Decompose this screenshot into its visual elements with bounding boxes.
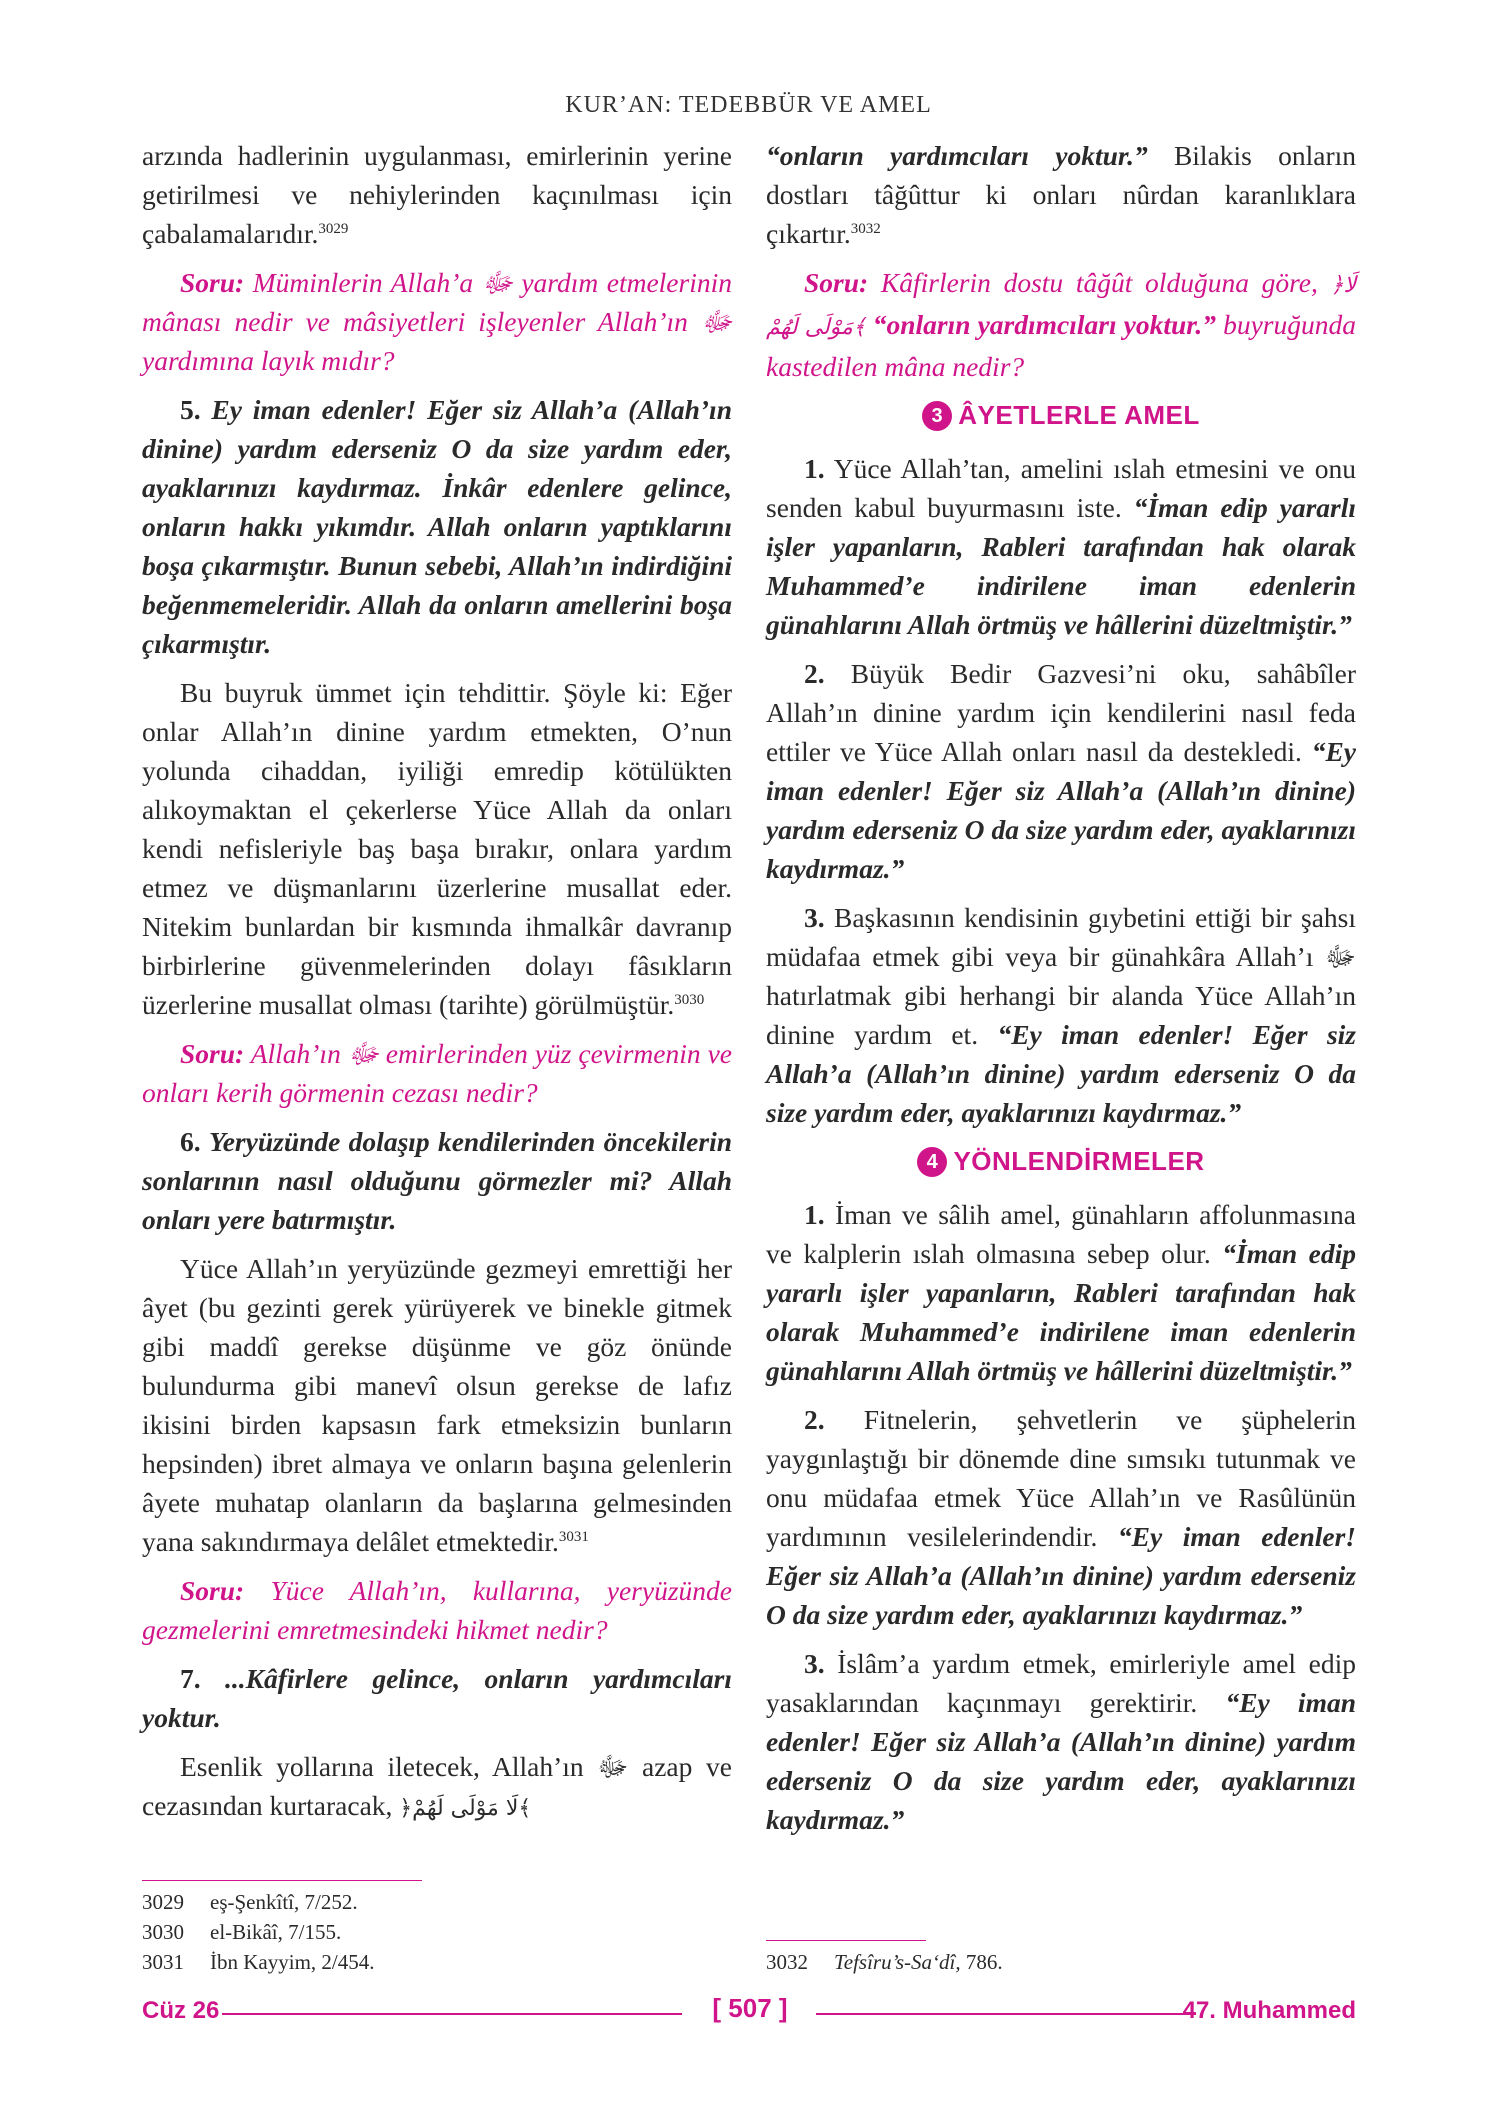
verse-item: 7. ...Kâfirlere gelince, onların yardımcıları yoktur. [142,1663,732,1733]
surah-label: 47. Muhammed [1182,1997,1356,2024]
question: Soru: Allah’ın ﷻ emirlerinden yüz çevirmenin ve onları kerih görmenin cezası nedir? [142,1038,732,1108]
footer-rule [816,2013,1196,2015]
paragraph: Esenlik yollarına iletecek, Allah’ın ﷻ azap ve cezasından kurtaracak, ﴿لَا مَوْلَى لَهُمْ﴾ [142,1751,732,1821]
footnote-ref[interactable]: 3030 [674,991,705,1008]
footnote: 3030 el-Bikâî, 7/155. [142,1920,342,1944]
page-footer [142,1993,1356,2033]
section-heading-ayetlerle-amel: 3 ÂYETLERLE AMEL [766,396,1356,435]
footnote-ref[interactable]: 3031 [558,1528,589,1545]
question: Soru: Kâfirlerin dostu tâğût olduğuna göre, ﴿لَا مَوْلَى لَهُمْ﴾ “onların yardımcıları yoktur.” buyruğunda kastedilen mâna nedir? [766,267,1357,382]
list-item: 3. İslâm’a yardım etmek, emirleriyle amel edip yasaklarından kaçınmayı gerektirir. “Ey iman edenler! Eğer siz Allah’a (Allah’ın dinine) yardım ederseniz O da size yardım eder, ayaklarınızı kaydırmaz.” [766,1648,1357,1835]
footnote-ref[interactable]: 3029 [318,220,349,237]
paragraph: “onların yardımcıları yoktur.” Bilakis onların dostları tâğûttur ki onları nûrdan karanlıklara çıkartır.$^{3032}$ [766,140,1356,249]
footnote: 3031 İbn Kayyim, 2/454. [142,1950,375,1974]
paragraph: arzında hadlerinin uygulanması, emirlerinin yerine getirilmesi ve nehiylerinden kaçınılması için çabalamalarıdır.$^{3029}$ [142,140,732,249]
arabic-verse: ﴿لَا مَوْلَى لَهُمْ﴾ [766,273,1357,340]
list-item: 1. Yüce Allah’tan, amelini ıslah etmesini ve onu senden kabul buyurmasını iste. “İman edip yararlı işler yapanların, Rableri tarafından hak olarak Muhammed’e indirilene iman edenlerin günahlarını Allah örtmüş ve hâllerini düzeltmiştir.” [766,453,1357,640]
running-title: KUR’AN: TEDEBBÜR VE AMEL [565,92,932,118]
page-number: [ 507 ] [712,1993,788,2023]
footnotes-right [766,1940,1356,1977]
verse-item: 6. Yeryüzünde dolaşıp kendilerinden öncekilerin sonlarının nasıl olduğunu görmezler mi? Allah onları yere batırmıştır. [142,1126,733,1235]
juz-label: Cüz 26 [142,1997,220,2024]
footnote-ref[interactable]: 3032 [850,220,881,237]
arabic-verse: ﴿لَا مَوْلَى لَهُمْ﴾ [399,1796,532,1821]
paragraph: Bu buyruk ümmet için tehdittir. Şöyle ki: Eğer onlar Allah’ın dinine yardım etmekten, O’nun yolunda cihaddan, iyiliği emredip kötülükten alıkoymaktan el çekerlerse Yüce Allah da onları kendi nefisleriyle baş başa bırakır, onlara yardım etmez ve düşmanlarını üzerlerine musallat eder. Nitekim bunlardan bir kısmında ihmalkâr davranıp birbirlerine güvenmelerinden dolayı fâsıkların üzerlerine musallat olması (tarihte) görülmüştür.$^{3030}$ [142,677,732,1020]
question: Soru: Yüce Allah’ın, kullarına, yeryüzünde gezmelerini emretmesindeki hikmet nedir? [142,1575,732,1645]
footer-rule [222,2013,682,2015]
section-number-badge: 4 [917,1147,947,1177]
list-item: 2. Büyük Bedir Gazvesi’ni oku, sahâbîler Allah’ın dinine yardım için kendilerini nasıl feda ettiler ve Yüce Allah onları nasıl da destekledi. “Ey iman edenler! Eğer siz Allah’a (Allah’ın dinine) yardım ederseniz O da size yardım eder, ayaklarınızı kaydırmaz.” [766,658,1356,884]
right-column [766,136,1356,1849]
paragraph: Yüce Allah’ın yeryüzünde gezmeyi emrettiği her âyet (bu gezinti gerek yürüyerek ve binekle gitmek gibi maddî gerekse düşünme ve göz önünde bulundurma gibi manevî olsun gerekse de lafız ikisini birden kapsasın fark etmeksizin bunların hepsinden) ibret almaya ve onların başına gelenlerin âyete muhatap olanların da başlarına gelmesinden yana sakındırmaya delâlet etmektedir.$^{3031}$ [142,1253,732,1557]
verse-item: 5. Ey iman edenler! Eğer siz Allah’a (Allah’ın dinine) yardım ederseniz O da size yardım eder, ayaklarınızı kaydırmaz. İnkâr edenlere gelince, onların hakkı yıkımdır. Allah onların yaptıklarını boşa çıkarmıştır. Bunun sebebi, Allah’ın indirdiğini beğenmemeleridir. Allah da onların amellerini boşa çıkarmıştır. [142,394,732,659]
section-heading-yonlendirmeler: 4 YÖNLENDİRMELER [766,1142,1356,1181]
list-item: 3. Başkasının kendisinin gıybetini ettiği bir şahsı müdafaa etmek gibi veya bir günahkâra Allah’ı ﷻ hatırlatmak gibi herhangi bir alanda Yüce Allah’ın dinine yardım et. “Ey iman edenler! Eğer siz Allah’a (Allah’ın dinine) yardım ederseniz O da size yardım eder, ayaklarınızı kaydırmaz.” [766,902,1356,1128]
left-column [142,136,732,1838]
list-item: 2. Fitnelerin, şehvetlerin ve şüphelerin yaygınlaştığı bir dönemde dine sımsıkı tutunmak ve onu müdafaa etmek Yüce Allah’ın ve Rasûlünün yardımının vesilelerindendir. “Ey iman edenler! Eğer siz Allah’a (Allah’ın dinine) yardım ederseniz O da size yardım eder, ayaklarınızı kaydırmaz.” [766,1404,1356,1630]
section-number-badge: 3 [922,401,952,431]
question: Soru: Müminlerin Allah’a ﷻ yardım etmelerinin mânası nedir ve mâsiyetleri işleyenler Allah’ın ﷻ yardımına layık mıdır? [142,267,732,376]
footnote: 3029 eş-Şenkîtî, 7/252. [142,1890,358,1914]
list-item: 1. İman ve sâlih amel, günahların affolunmasına ve kalplerin ıslah olmasına sebep olur. “İman edip yararlı işler yapanların, Rableri tarafından hak olarak Muhammed’e indirilene iman edenlerin günahlarını Allah örtmüş ve hâllerini düzeltmiştir.” [766,1199,1356,1386]
footnote-divider [142,1880,422,1881]
footnote-divider [766,1940,926,1941]
footnotes-left [142,1880,732,1977]
footnote: 3032 Tefsîru’s-Sa‘dî, 786. [766,1950,1003,1974]
